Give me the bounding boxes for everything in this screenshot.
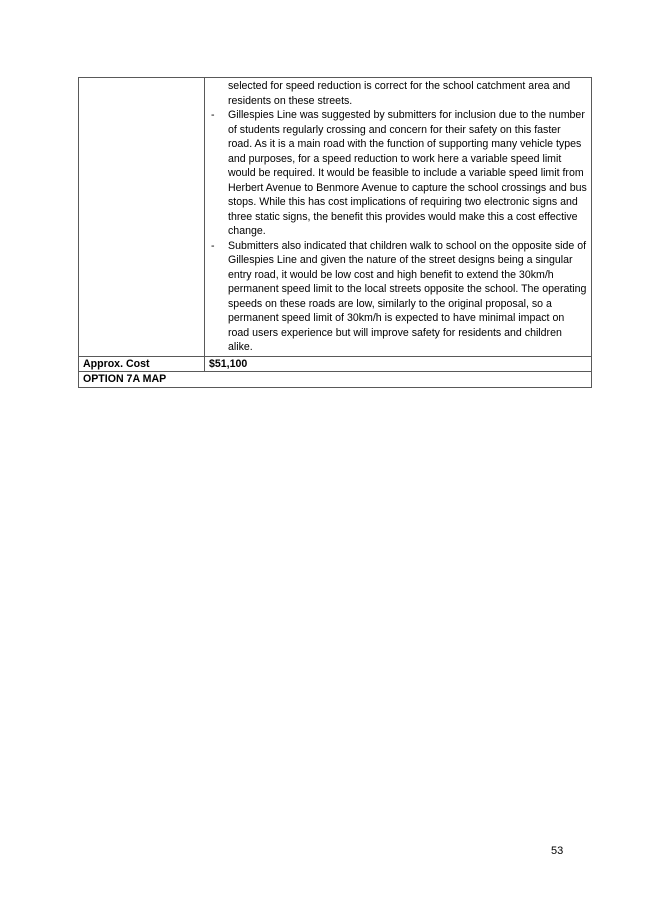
cost-value: $51,100 [205,356,592,372]
bullet-item-gillespies-line [209,108,587,239]
bullet-marker: - [211,109,215,121]
bullet-marker: - [211,239,215,252]
details-label-cell [79,78,205,357]
bullet-item-opposite-side [209,239,587,355]
cost-row [79,356,592,372]
continuation-paragraph: selected for speed reduction is correct for the school catchment area and residents on these streets. [228,80,571,107]
details-row [79,78,592,357]
option-table [78,77,592,388]
cost-label: Approx. Cost [79,356,205,372]
map-heading: OPTION 7A MAP [79,372,592,388]
bullet-text: Gillespies Line was suggested by submitters for inclusion due to the number of students regularly crossing and concern for their safety on this faster road. As it is a main road with the function of supporting many vehicle types and purposes, for a speed reduction to work here a variable speed limit would be required. It would be feasible to include a variable speed limit from Herbert Avenue to Benmore Avenue to capture the school crossings and bus stops. While this has cost implications of requiring two electronic signs and three static signs, the benefit this provides would make this a cost effective change. [228,109,587,237]
bullet-text: Submitters also indicated that children walk to school on the opposite side of Gillespies Line and given the nature of the street designs being a singular entry road, it would be low cost and high benefit to extend the 30km/h permanent speed limit to the local streets opposite the school. The operating speeds on these roads are low, similarly to the original proposal, so a permanent speed limit of 30km/h is expected to have minimal impact on road users experience but will improve safety for residents and children alike. [228,239,587,353]
details-text-cell [205,78,592,357]
page-number: 53 [551,845,564,857]
map-row [79,372,592,388]
